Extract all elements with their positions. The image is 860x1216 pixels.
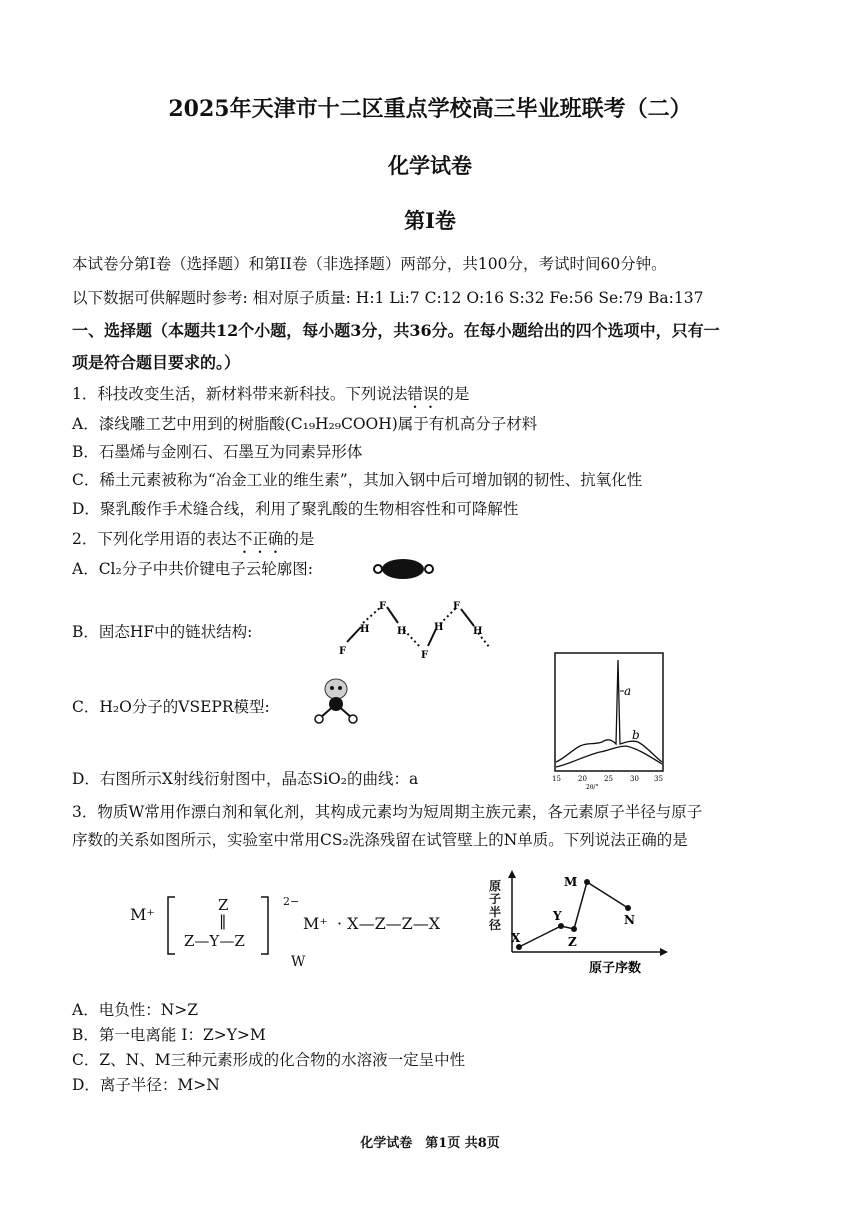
hf-label-h1: H xyxy=(360,624,370,635)
formula-top-z: Z xyxy=(218,896,229,914)
hydrogen-atom-right xyxy=(349,715,357,723)
intro-line-2: 以下数据可供解题时参考: 相对原子质量: H:1 Li:7 C:12 O:16 S:32 Fe:56 Se:79 Ba:137 xyxy=(72,289,704,307)
bond-cloud xyxy=(382,559,424,579)
graph-label-x: X xyxy=(511,931,521,945)
graph-point-y xyxy=(558,923,564,929)
hf-label-h2: H xyxy=(397,626,407,637)
formula-charge: 2− xyxy=(283,895,300,908)
q1-stem-post: 的是 xyxy=(438,385,470,403)
q3-option-b: B．第一电离能 I：Z>Y>M xyxy=(72,1026,266,1044)
cl-atom-left xyxy=(374,565,382,573)
xrd-frame xyxy=(555,653,663,771)
graph-label-m: M xyxy=(564,875,578,889)
q2-option-b: B．固态HF中的链状结构: xyxy=(72,623,253,641)
hf-bond-4 xyxy=(461,609,474,626)
xrd-xlabel: 2θ/° xyxy=(586,784,599,790)
xrd-tick-15: 15 xyxy=(552,775,561,783)
q3-option-c: C．Z、N、M三种元素形成的化合物的水溶液一定呈中性 xyxy=(72,1051,466,1069)
graph-xlabel: 原子序数 xyxy=(589,961,642,976)
hf-label-h3: H xyxy=(434,622,444,633)
exam-title: 2025年天津市十二区重点学校高三毕业班联考（二） xyxy=(168,96,692,122)
xrd-label-a: a xyxy=(624,684,632,698)
xrd-label-b: b xyxy=(632,728,640,742)
intro-line-1: 本试卷分第I卷（选择题）和第II卷（非选择题）两部分，共100分，考试时间60分钟。 xyxy=(72,255,667,273)
xrd-pattern-graph xyxy=(550,650,668,790)
graph-point-z xyxy=(571,926,577,932)
q2-stem xyxy=(72,527,314,557)
section-heading-1: 一、选择题（本题共12个小题，每小题3分，共36分。在每小题给出的四个选项中，只有一 xyxy=(72,321,720,340)
q1-stem-pre: 1．科技改变生活，新材料带来新科技。下列说法 xyxy=(72,385,408,403)
hf-label-f4: F xyxy=(453,601,461,612)
bracket-left xyxy=(168,897,175,954)
q3-option-a: A．电负性：N>Z xyxy=(72,1001,199,1019)
q3-stem-line-2: 序数的关系如图所示，实验室中常用CS₂洗涤残留在试管壁上的N单质。下列说法正确的是 xyxy=(72,831,688,849)
q1-stem xyxy=(72,382,469,412)
volume-title: 第I卷 xyxy=(404,208,456,233)
xrd-tick-30: 30 xyxy=(630,775,639,783)
hf-hbond-2 xyxy=(404,630,421,648)
bracket-right xyxy=(261,897,268,954)
graph-label-y: Y xyxy=(553,909,562,923)
xrd-tick-25: 25 xyxy=(604,775,613,783)
xrd-tick-20: 20 xyxy=(578,775,587,783)
q1-stem-emphasis: 错误 xyxy=(407,385,439,403)
q1-option-a: A．漆线雕工艺中用到的树脂酸(C₁₉H₂₉COOH)属于有机高分子材料 xyxy=(72,415,538,433)
hf-chain-diagram xyxy=(330,596,500,666)
q2-option-a: A．Cl₂分子中共价键电子云轮廓图: xyxy=(72,560,313,578)
graph-label-n: N xyxy=(624,913,635,927)
xrd-curve-a xyxy=(556,660,662,762)
q1-option-d: D．聚乳酸作手术缝合线，利用了聚乳酸的生物相容性和可降解性 xyxy=(72,500,519,518)
oxygen-atom xyxy=(329,697,343,711)
hf-label-f3: F xyxy=(421,650,429,661)
xrd-curve-b xyxy=(556,746,662,767)
formula-anion-2: · X—Z—Z—X xyxy=(337,914,441,933)
q2-option-d: D．右图所示X射线衍射图中，晶态SiO₂的曲线：a xyxy=(72,770,419,788)
graph-label-z: Z xyxy=(568,935,577,949)
hf-label-f2: F xyxy=(379,601,387,612)
page-footer: 化学试卷 第1页 共8页 xyxy=(360,1136,500,1151)
cl2-electron-cloud-diagram xyxy=(370,556,438,582)
h2o-vsepr-model xyxy=(310,678,362,728)
formula-double-bond: ‖ xyxy=(219,912,227,930)
section-heading-2: 项是符合题目要求的。） xyxy=(72,353,241,372)
q2-option-c: C．H₂O分子的VSEPR模型: xyxy=(72,698,270,716)
graph-y-arrow xyxy=(508,870,516,878)
lone-pair-dot-1 xyxy=(330,686,334,690)
formula-w-label: W xyxy=(291,954,306,970)
q1-option-c: C．稀土元素被称为“冶金工业的维生素”，其加入钢中后可增加钢的韧性、抗氧化性 xyxy=(72,471,643,489)
q3-stem-line-1: 3．物质W常用作漂白剂和氧化剂，其构成元素均为短周期主族元素，各元素原子半径与原子 xyxy=(72,803,703,821)
hydrogen-atom-left xyxy=(315,715,323,723)
q2-stem-post: 的是 xyxy=(283,530,315,548)
q2-stem-emphasis: 不正确 xyxy=(236,530,284,548)
formula-cation-2: M⁺ xyxy=(303,914,328,933)
lone-pair-dot-2 xyxy=(338,686,342,690)
subject-title: 化学试卷 xyxy=(388,153,472,178)
formula-cation-1: M⁺ xyxy=(130,905,155,924)
hf-bond-2 xyxy=(387,607,398,623)
xrd-tick-35: 35 xyxy=(654,775,663,783)
formula-middle: Z—Y—Z xyxy=(184,932,245,950)
graph-x-arrow xyxy=(660,948,668,956)
graph-point-n xyxy=(625,905,631,911)
q1-option-b: B．石墨烯与金刚石、石墨互为同素异形体 xyxy=(72,443,363,461)
cl-atom-right xyxy=(425,565,433,573)
radius-graph xyxy=(485,868,670,980)
graph-point-m xyxy=(584,879,590,885)
graph-ylabel: 原子半径 xyxy=(489,879,502,932)
q2-stem-pre: 2．下列化学用语的表达 xyxy=(72,530,237,548)
lone-pair-cloud xyxy=(325,679,347,699)
hf-bond-1 xyxy=(347,627,361,642)
q3-option-d: D．离子半径：M>N xyxy=(72,1076,220,1094)
hf-label-f1: F xyxy=(339,646,347,657)
hf-label-h4: H xyxy=(473,626,483,637)
